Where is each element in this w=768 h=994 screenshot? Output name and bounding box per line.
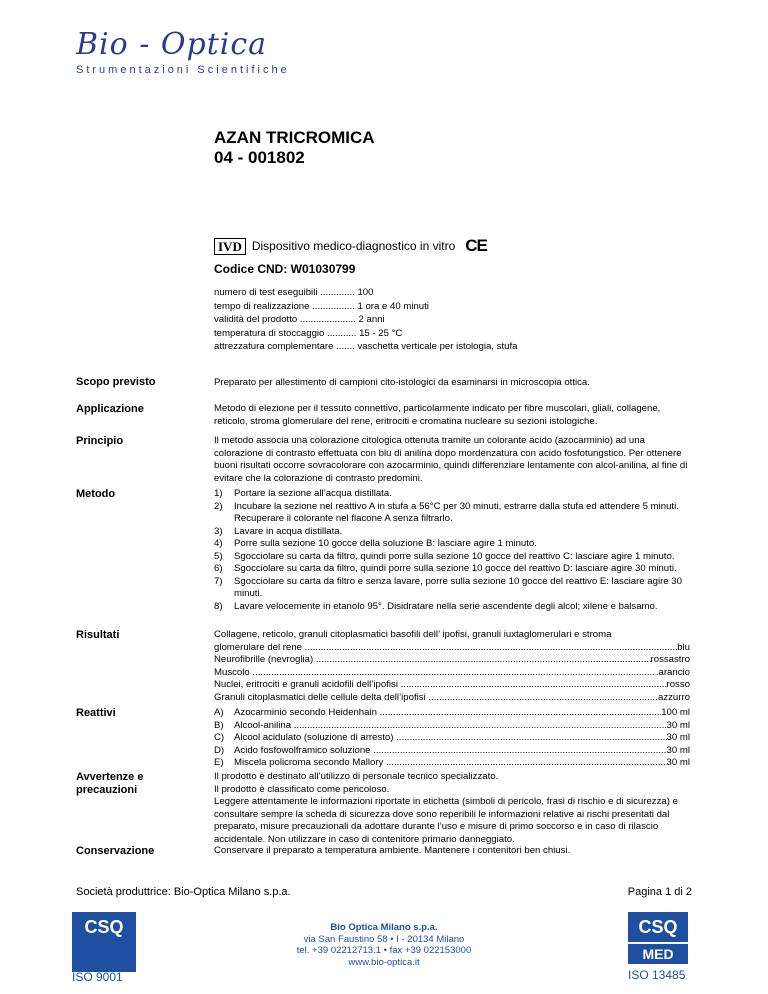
- list-item: 1) Portare la sezione all’acqua distillata.: [214, 488, 392, 499]
- spec-row: tempo di realizzazione ................ 1 ora e 40 minuti: [214, 300, 429, 312]
- company-website: www.bio-optica.it: [348, 956, 420, 968]
- section-list-risultati: [214, 629, 690, 704]
- product-name: AZAN TRICROMICA: [214, 128, 375, 147]
- spec-row: validità del prodotto ..................... 2 anni: [214, 314, 385, 325]
- product-code: 04 - 001802: [214, 148, 305, 167]
- reagent-row: D) Acido fosfowolframico soluzione ..... 30 ml: [214, 745, 690, 758]
- list-item: 7) Sgocciolare su carta da filtro e senza lavare, porre sulla sezione 10 gocce del reattivo E: lasciare agire 30 minuti.: [214, 575, 682, 599]
- csq-med-logo-icon: CSQ: [628, 912, 688, 942]
- spec-row: numero di test eseguibili ............. 100: [214, 287, 374, 298]
- section-label-principio: Principio: [76, 435, 124, 447]
- section-label-scopo: Scopo previsto: [76, 376, 156, 388]
- logo-wordmark: Bio - Optica: [76, 27, 268, 62]
- result-row: Muscolo ..... .arancio: [214, 667, 690, 680]
- company-name: Bio Optica Milano s.p.a.: [330, 922, 438, 933]
- section-text-applicazione: Metodo di elezione per il tessuto connettivo, particolarmente indicato per fibre muscolari, gliali, collagene, reticolo, stroma glomerulare del rene, eritrociti e cromatina nucleare su sezioni istologiche.: [214, 403, 661, 427]
- list-item: 2) Incubare la sezione nel reattivo A in stufa a 56°C per 30 minuti, estrarre dalla stufa ed attendere 5 minuti. Recuperare il colorante nel flacone A senza filtrarlo.: [214, 500, 679, 524]
- result-row: Granuli citoplasmatici delle cellule delta dell’ipofisi ..... azzurro: [214, 692, 690, 705]
- ivd-symbol: IVD: [214, 238, 246, 255]
- result-row: Nuclei, eritrociti e granuli acidofili dell’ipofisi ..... rosso: [214, 679, 690, 692]
- section-label-reattivi: Reattivi: [76, 707, 116, 719]
- list-item: 8) Lavare velocemente in etanolo 95°. Disidratare nella serie ascendente degli alcol; xilene e balsamo.: [214, 600, 658, 612]
- list-item: 6) Sgocciolare su carta da filtro, quindi porre sulla sezione 10 gocce del reattivo D: lasciare agire 30 minuti.: [214, 563, 677, 574]
- company-phone: tel. +39 02212713.1 • fax +39 022153000: [296, 945, 472, 956]
- section-list-metodo: [214, 488, 690, 613]
- company-logo: [76, 28, 290, 76]
- reagent-row: E) Miscela policroma secondo Mallory ..... 30 ml: [214, 757, 690, 770]
- ce-mark-icon: CE: [465, 236, 487, 255]
- section-label-avvertenze: Avvertenze e precauzioni: [76, 771, 144, 796]
- list-item: 5) Sgocciolare su carta da filtro, quindi porre sulla sezione 10 gocce del reattivo C: lasciare agire 1 minuto.: [214, 550, 675, 562]
- specs-list: [214, 286, 517, 354]
- page-number: Pagina 1 di 2: [627, 886, 692, 898]
- reagent-row: C) Alcool acidulato (soluzione di arresto) ..... 30 ml: [214, 732, 690, 745]
- section-text-conservazione: Conservare il preparato a temperatura ambiente. Mantenere i contenitori ben chiusi.: [214, 845, 571, 856]
- cnd-code: Codice CND: W01030799: [214, 262, 356, 276]
- company-street: via San Faustino 58 • I - 20134 Milano: [303, 933, 465, 945]
- section-label-metodo: Metodo: [76, 488, 116, 500]
- spec-row: attrezzatura complementare ....... vaschetta verticale per istologia, stufa: [214, 341, 518, 352]
- company-address: [240, 922, 528, 968]
- med-logo-icon: MED: [628, 944, 688, 964]
- reagent-row: A) Azocarminio secondo Heidenhain ..... 100 ml: [214, 707, 690, 720]
- result-row: Neurofibrille (nevroglia) ..... rossastro: [214, 654, 690, 667]
- csq-logo-icon: CSQ: [72, 912, 136, 972]
- product-title: [214, 128, 375, 168]
- results-intro: Collagene, reticolo, granuli citoplasmatici basofili dell’ ipofisi, granuli iuxtaglomerulari e stroma: [214, 629, 612, 640]
- section-text-principio: Il metodo associa una colorazione citologica ottenuta tramite un colorante acido (azocarminio) ad una colorazione di contrasto effettuata con blu di anilina dopo mordenzatura con acido fosfotungstico. Per ottenere buoni risultati occorre sovracolorare con azocarminio, quindi differenziare lentamente con alcol-anilina, al fine di evitare che la colorazione di contrasto predomini.: [214, 435, 688, 484]
- manufacturer-note: Società produttrice: Bio-Optica Milano s.p.a.: [76, 886, 291, 898]
- spec-row: temperatura di stoccaggio ........... 15 - 25 °C: [214, 327, 403, 339]
- list-item: 4) Porre sulla sezione 10 gocce della soluzione B: lasciare agire 1 minuto.: [214, 538, 537, 549]
- section-list-reattivi: [214, 707, 690, 770]
- list-item: 3) Lavare in acqua distillata.: [214, 525, 343, 537]
- section-label-risultati: Risultati: [76, 629, 120, 641]
- section-label-applicazione: Applicazione: [76, 403, 144, 415]
- section-label-conservazione: Conservazione: [76, 845, 155, 857]
- ivd-line: [214, 236, 487, 256]
- section-text-scopo: Preparato per allestimento di campioni cito-istologici da esaminarsi in microscopia ottica.: [214, 377, 590, 388]
- reagent-row: B) Alcool-anilina ..... 30 ml: [214, 720, 690, 733]
- result-row: glomerulare del rene ..... blu: [214, 642, 690, 655]
- section-text-avvertenze: Il prodotto è destinato all’utilizzo di personale tecnico specializzato. Il prodotto è classificato come pericoloso. Leggere attentamente le informazioni riportate in etichetta (simboli di pericolo, frasi di rischio e di sicurezza) e consultare sempre la scheda di sicurezza dove sono reperibili le informazioni relative ai rischi presentati dal preparato, misure precauzionali da adottare durante l’uso e misure di primo soccorso e in caso di rilascio accidentale. Non utilizzare in caso di contenitore primario danneggiato.: [214, 771, 678, 845]
- logo-tagline: Strumentazioni Scientifiche: [76, 64, 290, 76]
- iso-13485-label: ISO 13485: [628, 968, 686, 982]
- ivd-description: Dispositivo medico-diagnostico in vitro: [251, 239, 456, 253]
- iso-9001-label: ISO 9001: [72, 970, 123, 984]
